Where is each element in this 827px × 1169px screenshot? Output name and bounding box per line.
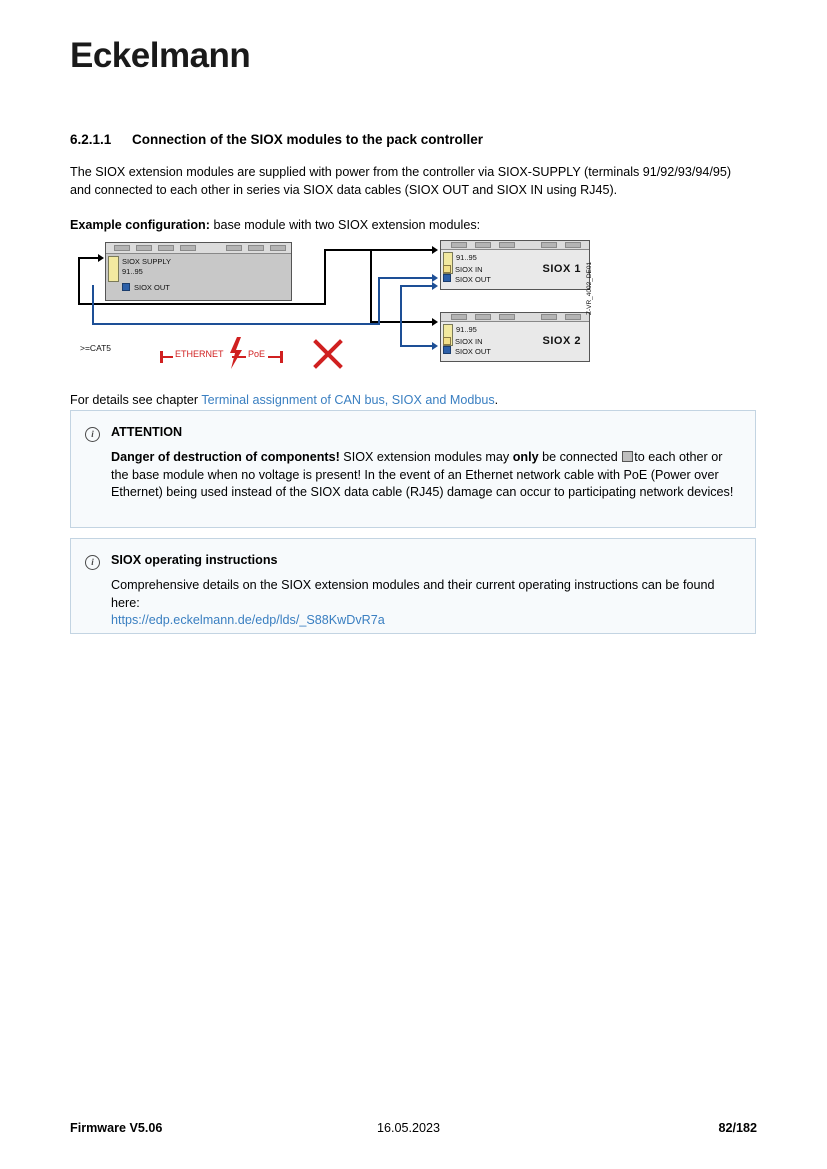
section-title: Connection of the SIOX modules to the pack controller	[132, 132, 484, 147]
base-siox-out-label: SIOX OUT	[134, 283, 170, 292]
base-module	[105, 242, 292, 301]
supply-wire	[78, 257, 80, 271]
supply-wire-arrow	[98, 254, 104, 262]
supply-wire	[324, 249, 434, 251]
siox-data-wire-arrow	[432, 274, 438, 282]
siox-module-1	[440, 240, 590, 290]
siox-1-name: SIOX 1	[542, 263, 581, 275]
details-suffix: .	[494, 393, 499, 407]
siox-1-top-rail	[441, 241, 589, 250]
poe-label: PoE	[248, 349, 266, 359]
attention-text-1: SIOX extension modules may	[339, 450, 513, 464]
ethernet-label: ETHERNET	[175, 349, 224, 359]
siox-1-slot	[475, 242, 491, 248]
siox-data-wire	[378, 277, 434, 279]
siox-data-wire-arrow	[432, 282, 438, 290]
siox-2-slot	[541, 314, 557, 320]
siox-note-body	[111, 577, 741, 630]
siox-2-supply-connector	[443, 337, 451, 345]
section-number: 6.2.1.1	[70, 132, 112, 147]
attention-note-title: ATTENTION	[111, 425, 183, 439]
siox-module-2	[440, 312, 590, 362]
base-slot	[226, 245, 242, 251]
example-configuration-paragraph	[70, 217, 746, 235]
footer-date: 16.05.2023	[377, 1121, 441, 1135]
siox-data-wire	[400, 285, 434, 287]
base-slot	[180, 245, 196, 251]
base-module-top-rail	[106, 243, 291, 254]
supply-wire-arrow	[432, 318, 438, 326]
example-label: Example configuration:	[70, 218, 210, 232]
siox-1-in-port	[443, 274, 451, 282]
siox-1-slot	[499, 242, 515, 248]
siox-2-slot	[499, 314, 515, 320]
siox-instructions-note-box	[70, 538, 756, 634]
intro-paragraph: The SIOX extension modules are supplied with power from the controller via SIOX-SUPPLY (terminals 91/92/93/94/95) and connected to each other in series via SIOX data cables (SIOX OUT and SIOX IN using RJ45).	[70, 165, 732, 197]
siox-data-wire	[400, 345, 434, 347]
ethernet-cable-end	[280, 351, 283, 363]
supply-wire	[78, 271, 80, 305]
siox-1-in-label: SIOX IN	[455, 265, 483, 274]
siox-1-slot	[541, 242, 557, 248]
ethernet-cable-line	[268, 356, 280, 358]
siox-2-out-label: SIOX OUT	[455, 347, 491, 356]
base-siox-out-port	[122, 283, 130, 291]
siox-data-wire	[92, 285, 94, 325]
footer-page-number: 82/182	[718, 1121, 757, 1135]
attention-lead: Danger of destruction of components!	[111, 450, 340, 464]
siox-1-slot	[565, 242, 581, 248]
attention-bold-only: only	[512, 450, 539, 464]
base-slot	[270, 245, 286, 251]
base-supply-label: SIOX SUPPLY	[122, 257, 172, 266]
base-slot	[248, 245, 264, 251]
attention-note-box	[70, 410, 756, 528]
base-supply-terminal-block	[108, 256, 119, 282]
example-text: base module with two SIOX extension modules:	[209, 218, 481, 232]
siox-instructions-link[interactable]: https://edp.eckelmann.de/edp/lds/_S88KwDvR7a	[111, 613, 385, 627]
attention-note-body	[111, 449, 741, 502]
ethernet-cable-line	[163, 356, 173, 358]
prohibition-cross-icon	[310, 337, 344, 371]
base-slot	[114, 245, 130, 251]
siox-data-wire	[92, 323, 380, 325]
diagram-reference-code: Z-VR_4002_DE01	[586, 261, 593, 315]
attention-text-3: to each other or the base module when no voltage is present! In the event of an Ethernet network cable with PoE (Power over Ethernet) being used instead of the SIOX data cable (RJ45) damage can occur to participating network devices!	[111, 450, 734, 499]
chapter-link[interactable]: Terminal assignment of CAN bus, SIOX and Modbus	[201, 393, 495, 407]
supply-wire	[370, 249, 372, 321]
siox-note-text: Comprehensive details on the SIOX extension modules and their current operating instructions can be found here:	[111, 578, 715, 610]
siox-note-title: SIOX operating instructions	[111, 553, 278, 567]
siox-2-slot	[565, 314, 581, 320]
details-prefix: For details see chapter	[70, 393, 202, 407]
siox-2-name: SIOX 2	[542, 335, 581, 347]
cat5-label: >=CAT5	[80, 343, 112, 353]
base-slot	[136, 245, 152, 251]
details-paragraph	[70, 392, 760, 410]
page-footer	[0, 1121, 827, 1141]
base-supply-terminal-range: 91..95	[122, 267, 143, 276]
wiring-diagram	[70, 237, 600, 377]
footer-firmware: Firmware V5.06	[70, 1121, 163, 1135]
siox-1-supply-connector	[443, 265, 451, 273]
info-icon: i	[85, 555, 100, 570]
attention-text-2: be connected	[538, 450, 622, 464]
siox-2-in-label: SIOX IN	[455, 337, 483, 346]
siox-2-slot	[451, 314, 467, 320]
siox-2-slot	[475, 314, 491, 320]
info-icon: i	[85, 427, 100, 442]
siox-2-in-port	[443, 346, 451, 354]
company-logo: Eckelmann	[70, 36, 251, 75]
siox-data-wire	[400, 285, 402, 347]
siox-2-terminal-range: 91..95	[456, 325, 477, 334]
siox-data-wire-arrow	[432, 342, 438, 350]
connector-glyph-icon	[622, 451, 633, 462]
supply-wire	[324, 249, 326, 305]
supply-wire-arrow	[432, 246, 438, 254]
siox-1-slot	[451, 242, 467, 248]
section-heading	[70, 132, 483, 147]
siox-data-wire	[378, 277, 380, 325]
supply-wire	[78, 257, 100, 259]
base-slot	[158, 245, 174, 251]
siox-1-terminal-range: 91..95	[456, 253, 477, 262]
siox-2-top-rail	[441, 313, 589, 322]
lightning-bolt-icon	[228, 337, 244, 369]
supply-wire	[78, 303, 326, 305]
siox-1-out-label: SIOX OUT	[455, 275, 491, 284]
